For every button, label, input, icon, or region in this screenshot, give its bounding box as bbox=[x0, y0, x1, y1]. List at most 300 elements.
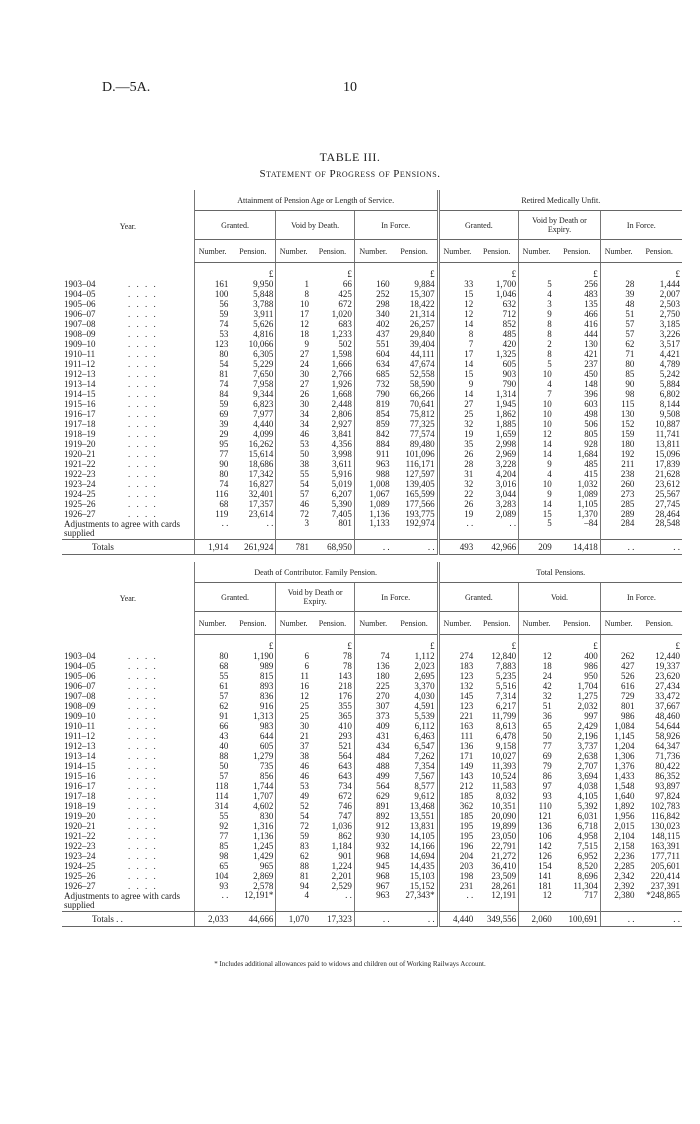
table-cell: 842 bbox=[354, 429, 391, 439]
table-row bbox=[62, 851, 682, 861]
table-row bbox=[62, 299, 682, 309]
table-cell: 14 bbox=[438, 319, 475, 329]
table-cell: 7,958 bbox=[253, 379, 274, 389]
table-cell: 551 bbox=[354, 339, 391, 349]
spacer-cell bbox=[276, 635, 311, 652]
table-cell: 643 bbox=[338, 771, 352, 781]
table-cell: 119 bbox=[194, 509, 230, 519]
year-cell bbox=[62, 279, 194, 289]
table-cell: 4,038 bbox=[577, 781, 598, 791]
table-cell: 2,380 bbox=[600, 891, 636, 912]
table-cell: 8 bbox=[276, 289, 311, 299]
table-cell: 85 bbox=[194, 841, 230, 851]
table-cell: 1,684 bbox=[577, 449, 598, 459]
table-cell: 3,228 bbox=[495, 459, 517, 469]
table-row bbox=[62, 329, 682, 339]
table-cell: 21,314 bbox=[409, 309, 435, 319]
in-force-header: In Force. bbox=[354, 583, 438, 612]
table-cell: 815 bbox=[259, 671, 274, 681]
year-cell bbox=[62, 499, 194, 509]
table-cell: 298 bbox=[354, 299, 391, 309]
table-cell: 16,262 bbox=[248, 439, 274, 449]
table-cell: 15 bbox=[438, 289, 475, 299]
table-cell: . . bbox=[266, 519, 274, 528]
spacer-cell bbox=[276, 263, 311, 280]
table-cell: 15,152 bbox=[409, 881, 435, 891]
table-cell: 225 bbox=[354, 681, 391, 691]
year-cell bbox=[62, 479, 194, 489]
table-cell: 68 bbox=[194, 661, 230, 671]
retired-header: Retired Medically Unfit. bbox=[438, 190, 682, 211]
table-cell: 10,887 bbox=[655, 419, 680, 429]
table-cell: 2,578 bbox=[253, 881, 274, 891]
table-cell: 93 bbox=[194, 881, 230, 891]
table-cell: 53 bbox=[276, 439, 311, 449]
table-cell: 1,105 bbox=[577, 499, 598, 509]
table-cell: 2,638 bbox=[577, 751, 598, 761]
table-row bbox=[62, 731, 682, 741]
page-number: 10 bbox=[343, 80, 357, 95]
table-cell: . . bbox=[509, 519, 517, 528]
table-cell: 4,105 bbox=[577, 791, 598, 801]
table-cell: 50 bbox=[276, 449, 311, 459]
year-label: 1904–05 bbox=[64, 289, 96, 299]
table-row bbox=[62, 701, 682, 711]
table-cell: 54 bbox=[276, 811, 311, 821]
leader-dots: . . . . bbox=[128, 469, 158, 479]
table-cell: 6,463 bbox=[414, 731, 435, 741]
table-cell: 415 bbox=[584, 469, 598, 479]
table-cell: 963 bbox=[354, 891, 391, 912]
table-cell: 6,823 bbox=[253, 399, 274, 409]
table-cell: 65 bbox=[194, 861, 230, 871]
table-cell: 221 bbox=[438, 711, 475, 721]
granted-header: Granted. bbox=[438, 583, 519, 612]
leader-dots: . . . . bbox=[128, 339, 158, 349]
table-cell: 2,342 bbox=[600, 871, 636, 881]
table-cell: 3,517 bbox=[659, 339, 680, 349]
table-cell: 893 bbox=[259, 681, 274, 691]
totals-label: Totals . . bbox=[62, 912, 194, 927]
table-cell: 2,392 bbox=[600, 881, 636, 891]
table-cell: 2,969 bbox=[495, 449, 517, 459]
table-cell: 1,046 bbox=[495, 289, 517, 299]
table-row bbox=[62, 289, 682, 299]
table-cell: 729 bbox=[600, 691, 636, 701]
table-cell: 790 bbox=[354, 389, 391, 399]
table-cell: 986 bbox=[600, 711, 636, 721]
table-cell: 421 bbox=[584, 349, 598, 359]
table-cell: 92 bbox=[194, 821, 230, 831]
leader-dots: . . . . bbox=[128, 781, 158, 791]
table-cell: 2,927 bbox=[331, 419, 352, 429]
table-cell: 10 bbox=[519, 399, 554, 409]
leader-dots: . . . . bbox=[128, 811, 158, 821]
table-cell: 7,262 bbox=[414, 751, 435, 761]
table-cell: 8,144 bbox=[659, 399, 680, 409]
table-cell: 62 bbox=[194, 701, 230, 711]
year-label: 1924–25 bbox=[64, 861, 96, 871]
table-cell: 819 bbox=[354, 399, 391, 409]
leader-dots: . . . . bbox=[128, 841, 158, 851]
year-cell bbox=[62, 399, 194, 409]
table-cell: 77 bbox=[194, 831, 230, 841]
table-row bbox=[62, 771, 682, 781]
table-cell: 284 bbox=[600, 519, 636, 540]
pound-symbol: £ bbox=[347, 269, 352, 279]
year-cell bbox=[62, 851, 194, 861]
year-cell bbox=[62, 369, 194, 379]
table-cell: 104 bbox=[194, 871, 230, 881]
table-cell: 47,674 bbox=[409, 359, 435, 369]
death-of-contributor-header: Death of Contributor. Family Pension. bbox=[194, 562, 438, 583]
table-cell: 44,666 bbox=[230, 912, 275, 927]
table-cell: 79 bbox=[519, 761, 554, 771]
table-cell: 50 bbox=[519, 731, 554, 741]
table-cell: 43 bbox=[194, 731, 230, 741]
table-cell: 57 bbox=[600, 329, 636, 339]
table-cell: 98 bbox=[600, 389, 636, 399]
table-row bbox=[62, 811, 682, 821]
table-cell: 830 bbox=[259, 811, 274, 821]
table-cell: 39 bbox=[600, 289, 636, 299]
table-cell: 6,217 bbox=[495, 701, 517, 711]
year-cell bbox=[62, 681, 194, 691]
table-cell: 18,422 bbox=[409, 299, 435, 309]
leader-dots: . . . . bbox=[128, 681, 158, 691]
year-cell bbox=[62, 459, 194, 469]
table-cell: 54 bbox=[194, 359, 230, 369]
table-cell: 605 bbox=[259, 741, 274, 751]
table-cell: 180 bbox=[354, 671, 391, 681]
table-cell: 19,337 bbox=[655, 661, 680, 671]
table-row bbox=[62, 389, 682, 399]
table-cell: 5,516 bbox=[495, 681, 517, 691]
table-row bbox=[62, 279, 682, 289]
table-cell: 1,233 bbox=[331, 329, 352, 339]
table-cell: 5,916 bbox=[331, 469, 352, 479]
table-cell: 27,745 bbox=[655, 499, 680, 509]
table-cell: 4,958 bbox=[577, 831, 598, 841]
table-cell: 498 bbox=[584, 409, 598, 419]
leader-dots: . . . . bbox=[128, 459, 158, 469]
table-cell: 98 bbox=[194, 851, 230, 861]
table-cell: 152 bbox=[600, 419, 636, 429]
year-label: 1919–20 bbox=[64, 811, 96, 821]
table-cell: 485 bbox=[584, 459, 598, 469]
table-cell: 15,096 bbox=[655, 449, 680, 459]
table-cell: 77,325 bbox=[409, 419, 435, 429]
table-cell: 185 bbox=[438, 811, 475, 821]
table-cell: 28 bbox=[600, 279, 636, 289]
table-cell: 1,376 bbox=[600, 761, 636, 771]
year-label: 1911–12 bbox=[64, 731, 96, 741]
table-cell: 273 bbox=[600, 489, 636, 499]
table-cell: 33,472 bbox=[655, 691, 680, 701]
leader-dots: . . . . bbox=[128, 651, 158, 661]
year-label: 1923–24 bbox=[64, 851, 96, 861]
leader-dots: . . . . bbox=[128, 711, 158, 721]
table-cell: 192,974 bbox=[405, 519, 435, 528]
table-cell: 17 bbox=[438, 349, 475, 359]
table-cell: 1,313 bbox=[253, 711, 274, 721]
in-force-header: In Force. bbox=[600, 583, 682, 612]
table-cell: 204 bbox=[438, 851, 475, 861]
leader-dots: . . . . bbox=[128, 479, 158, 489]
table-cell: 142 bbox=[519, 841, 554, 851]
table-cell: 46 bbox=[276, 771, 311, 781]
table-cell: 1,089 bbox=[354, 499, 391, 509]
table-cell: 644 bbox=[259, 731, 274, 741]
table-cell: 4 bbox=[276, 891, 311, 912]
table-cell: 28,261 bbox=[491, 881, 517, 891]
table-cell: 526 bbox=[600, 671, 636, 681]
table-cell: . . bbox=[392, 912, 439, 927]
table-cell: 4 bbox=[519, 289, 554, 299]
table-cell: 37 bbox=[276, 741, 311, 751]
granted-header: Granted. bbox=[438, 211, 519, 240]
table-cell: 12 bbox=[519, 429, 554, 439]
year-label: 1918–19 bbox=[64, 801, 96, 811]
year-cell bbox=[62, 389, 194, 399]
table-cell: 220,414 bbox=[650, 871, 680, 881]
year-cell bbox=[62, 721, 194, 731]
table-row bbox=[62, 469, 682, 479]
number-column-header: Number. bbox=[600, 612, 636, 635]
table-cell: 66 bbox=[194, 721, 230, 731]
table-cell: 2,695 bbox=[414, 671, 435, 681]
year-cell bbox=[62, 671, 194, 681]
leader-dots: . . . . bbox=[128, 329, 158, 339]
table-subtitle: Statement of Progress of Pensions. bbox=[259, 168, 441, 180]
table-cell: 434 bbox=[354, 741, 391, 751]
table-cell: 58,590 bbox=[409, 379, 435, 389]
table-cell: 238 bbox=[600, 469, 636, 479]
table-cell: 18,686 bbox=[248, 459, 274, 469]
table-cell: 5,539 bbox=[414, 711, 435, 721]
table-cell: 53 bbox=[276, 781, 311, 791]
table-row bbox=[62, 399, 682, 409]
table-cell: 1,914 bbox=[194, 540, 230, 555]
table-cell: 932 bbox=[354, 841, 391, 851]
table-cell: 988 bbox=[354, 469, 391, 479]
table-cell: 85 bbox=[600, 369, 636, 379]
year-cell bbox=[62, 419, 194, 429]
table-cell: 1,444 bbox=[659, 279, 680, 289]
table-cell: 116 bbox=[194, 489, 230, 499]
table-cell: . . bbox=[392, 540, 439, 555]
adjustments-row bbox=[62, 519, 682, 540]
table-cell: 115 bbox=[600, 399, 636, 409]
year-cell bbox=[62, 449, 194, 459]
table-cell: 51 bbox=[519, 701, 554, 711]
table-cell: 4,204 bbox=[495, 469, 517, 479]
table-cell: 81 bbox=[194, 369, 230, 379]
table-cell: 136 bbox=[519, 821, 554, 831]
table-cell: 19 bbox=[438, 429, 475, 439]
table-cell: 9 bbox=[519, 459, 554, 469]
table-cell: 9 bbox=[519, 309, 554, 319]
table-cell: 198 bbox=[438, 871, 475, 881]
table-cell: 97 bbox=[519, 781, 554, 791]
table-cell: 19,899 bbox=[491, 821, 517, 831]
table-cell: 159 bbox=[600, 429, 636, 439]
table-cell: 57 bbox=[194, 691, 230, 701]
pound-symbol: £ bbox=[268, 269, 274, 279]
table-cell: 7,314 bbox=[495, 691, 517, 701]
table-cell: 9,612 bbox=[414, 791, 435, 801]
table-cell: 2,998 bbox=[495, 439, 517, 449]
table-cell: . . bbox=[636, 912, 682, 927]
table-cell: 203 bbox=[438, 861, 475, 871]
table-cell: 373 bbox=[354, 711, 391, 721]
year-cell bbox=[62, 771, 194, 781]
table-cell: 362 bbox=[438, 801, 475, 811]
table-cell: 3,737 bbox=[577, 741, 598, 751]
year-label: 1907–08 bbox=[64, 319, 96, 329]
year-cell bbox=[62, 761, 194, 771]
table-cell: 14,694 bbox=[409, 851, 435, 861]
number-column-header: Number. bbox=[600, 240, 636, 263]
table-cell: 4,816 bbox=[253, 329, 274, 339]
year-label: 1926–27 bbox=[64, 881, 96, 891]
table-cell: 4,440 bbox=[438, 912, 475, 927]
table-cell: 12 bbox=[519, 651, 554, 661]
table-cell: 6 bbox=[276, 661, 311, 671]
table-cell: 3,911 bbox=[253, 309, 274, 319]
table-cell: 340 bbox=[354, 309, 391, 319]
table-cell: 493 bbox=[438, 540, 475, 555]
leader-dots: . . . . bbox=[128, 761, 158, 771]
table-cell: 2,060 bbox=[519, 912, 554, 927]
table-cell: 8,520 bbox=[577, 861, 598, 871]
table-cell: 521 bbox=[338, 741, 352, 751]
table-cell: 17,839 bbox=[655, 459, 680, 469]
table-cell: 39,404 bbox=[409, 339, 435, 349]
table-cell: 10 bbox=[519, 479, 554, 489]
table-cell: 78 bbox=[342, 651, 352, 661]
table-cell: 20,090 bbox=[491, 811, 517, 821]
table-cell: 64,347 bbox=[655, 741, 680, 751]
year-label: 1917–18 bbox=[64, 791, 96, 801]
table-cell: 27,434 bbox=[655, 681, 680, 691]
year-label: 1925–26 bbox=[64, 871, 96, 881]
table-cell: 3,370 bbox=[414, 681, 435, 691]
table-cell: 400 bbox=[584, 651, 598, 661]
year-label: 1914–15 bbox=[64, 389, 96, 399]
table-cell: 989 bbox=[259, 661, 274, 671]
table-cell: 14,105 bbox=[409, 831, 435, 841]
table-cell: 93 bbox=[519, 791, 554, 801]
table-cell: 14 bbox=[519, 439, 554, 449]
year-label: 1911–12 bbox=[64, 359, 96, 369]
table-cell: 10,027 bbox=[491, 751, 517, 761]
table-cell: 355 bbox=[338, 701, 352, 711]
table-cell: 81 bbox=[276, 871, 311, 881]
table-cell: 10 bbox=[519, 369, 554, 379]
table-row bbox=[62, 871, 682, 881]
table-cell: 72 bbox=[276, 509, 311, 519]
table-cell: 69 bbox=[194, 409, 230, 419]
table-cell: 21 bbox=[276, 731, 311, 741]
table-cell: 26,257 bbox=[409, 319, 435, 329]
table-cell: 7,977 bbox=[253, 409, 274, 419]
table-cell: 734 bbox=[338, 781, 352, 791]
table-cell: 95 bbox=[194, 439, 230, 449]
table-cell: 14,435 bbox=[409, 861, 435, 871]
table-cell: 9,950 bbox=[253, 279, 274, 289]
year-cell bbox=[62, 781, 194, 791]
table-row bbox=[62, 671, 682, 681]
table-row bbox=[62, 821, 682, 831]
table-cell: 83 bbox=[276, 841, 311, 851]
table-cell: 801 bbox=[600, 701, 636, 711]
table-cell: 86,352 bbox=[655, 771, 680, 781]
table-cell: 34 bbox=[276, 419, 311, 429]
table-cell: 6,952 bbox=[577, 851, 598, 861]
table-cell: 59 bbox=[276, 831, 311, 841]
table-cell: 2,529 bbox=[331, 881, 352, 891]
table-cell: 58,926 bbox=[655, 731, 680, 741]
attainment-header: Attainment of Pension Age or Length of Service. bbox=[194, 190, 438, 211]
table-cell: 314 bbox=[194, 801, 230, 811]
table-cell: 431 bbox=[354, 731, 391, 741]
table-cell: 90 bbox=[600, 379, 636, 389]
number-column-header: Number. bbox=[194, 240, 230, 263]
leader-dots: . . . . bbox=[128, 509, 158, 519]
table-cell: 2,750 bbox=[659, 309, 680, 319]
year-cell bbox=[62, 821, 194, 831]
table-cell: 6,031 bbox=[577, 811, 598, 821]
table-title: TABLE III. bbox=[319, 150, 381, 164]
table-cell: 6,718 bbox=[577, 821, 598, 831]
table-cell: 8,613 bbox=[495, 721, 517, 731]
table-cell: 23,612 bbox=[655, 479, 680, 489]
pension-column-header: Pension. bbox=[311, 240, 354, 263]
void-by-death-or-expiry-header: Void by Death or Expiry. bbox=[276, 583, 355, 612]
table-cell: 1,926 bbox=[331, 379, 352, 389]
table-cell: 176 bbox=[338, 691, 352, 701]
table-cell: 55 bbox=[194, 671, 230, 681]
table-cell: 3,283 bbox=[495, 499, 517, 509]
table-cell: 52 bbox=[276, 801, 311, 811]
table-cell: 14 bbox=[438, 359, 475, 369]
year-label: 1907–08 bbox=[64, 691, 96, 701]
table-cell: 1,089 bbox=[577, 489, 598, 499]
table-cell: 163,391 bbox=[650, 841, 680, 851]
pension-column-header: Pension. bbox=[475, 612, 518, 635]
table-cell: 205,601 bbox=[650, 861, 680, 871]
table-cell: 747 bbox=[338, 811, 352, 821]
table-cell: 23,509 bbox=[491, 871, 517, 881]
table-cell: 57 bbox=[600, 319, 636, 329]
table-cell: 123 bbox=[438, 671, 475, 681]
table-cell: 17 bbox=[276, 309, 311, 319]
number-column-header: Number. bbox=[438, 612, 475, 635]
table-cell: 5,392 bbox=[577, 801, 598, 811]
table-cell: 9 bbox=[438, 379, 475, 389]
spacer-cell bbox=[62, 635, 194, 652]
table-cell: 118 bbox=[194, 781, 230, 791]
table-cell: 46 bbox=[276, 429, 311, 439]
table-cell: 605 bbox=[502, 359, 517, 369]
pension-column-header: Pension. bbox=[636, 612, 682, 635]
table-cell: 11 bbox=[276, 671, 311, 681]
table-cell: 27,343* bbox=[405, 891, 435, 900]
table-cell: 1,548 bbox=[600, 781, 636, 791]
table-row bbox=[62, 841, 682, 851]
table-cell: 1,862 bbox=[495, 409, 517, 419]
